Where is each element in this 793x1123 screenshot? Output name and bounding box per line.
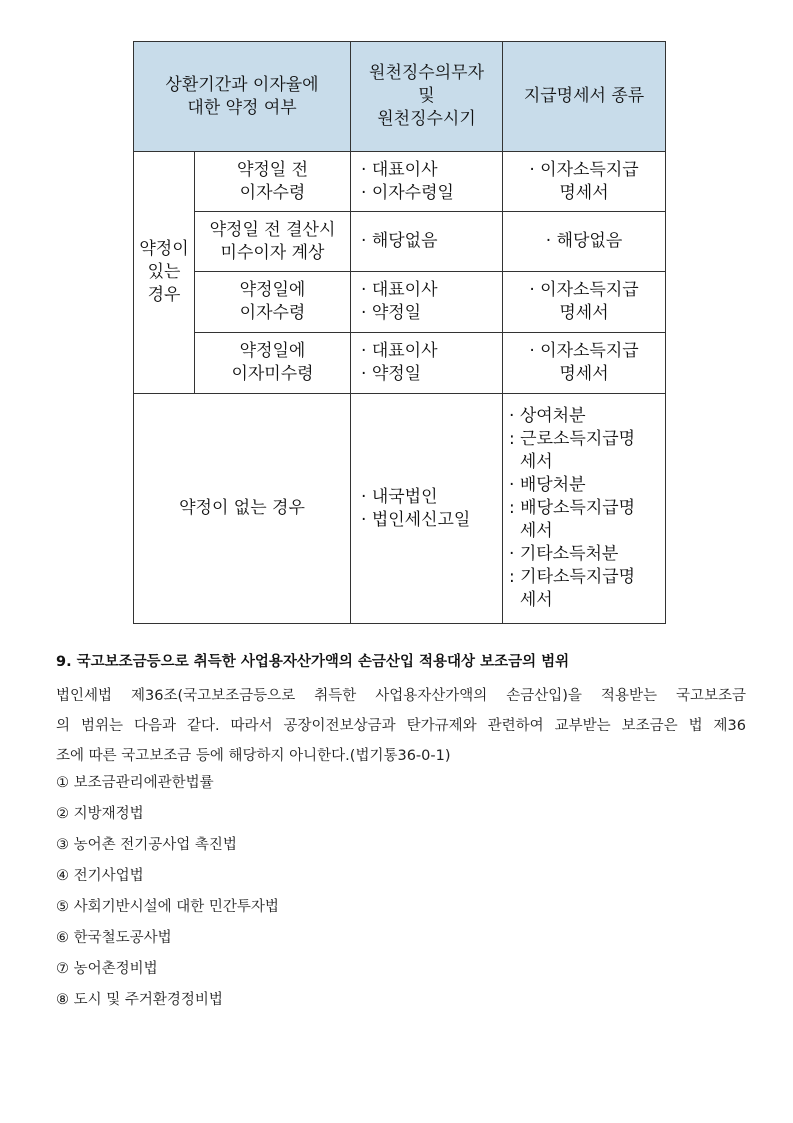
table-row-no-agreement xyxy=(134,394,666,624)
withholding-cell: · 대표이사 · 약정일 xyxy=(351,272,503,333)
paragraph-line: 법인세법 제36조(국고보조금등으로 취득한 사업용자산가액의 손금산입)을 적용받는 국고보조금 xyxy=(56,688,746,704)
section-title: 9. 국고보조금등으로 취득한 사업용자산가액의 손금산입 적용대상 보조금의 범위 xyxy=(56,654,570,670)
list-item: ② 지방재정법 xyxy=(56,806,144,822)
case-cell: 약정일 전 결산시 미수이자 계상 xyxy=(195,212,351,272)
withholding-table xyxy=(133,41,666,624)
paragraph-line: 조에 따른 국고보조금 등에 해당하지 아니한다.(법기통36-0-1) xyxy=(56,748,451,764)
list-item: ⑤ 사회기반시설에 대한 민간투자법 xyxy=(56,899,279,915)
list-item: ④ 전기사업법 xyxy=(56,868,144,884)
case-cell: 약정일 전 이자수령 xyxy=(195,152,351,212)
list-item: ③ 농어촌 전기공사업 촉진법 xyxy=(56,837,237,853)
table-row xyxy=(134,333,666,394)
withholding-cell: · 해당없음 xyxy=(351,212,503,272)
table-row xyxy=(134,272,666,333)
group-label-agreement: 약정이 있는 경우 xyxy=(134,152,195,394)
list-item: ⑧ 도시 및 주거환경정비법 xyxy=(56,992,223,1008)
statement-cell: · 이자소득지급 명세서 xyxy=(503,152,666,212)
list-item: ① 보조금관리에관한법률 xyxy=(56,775,214,791)
header-agreement: 상환기간과 이자율에 대한 약정 여부 xyxy=(134,42,351,152)
no-agreement-label: 약정이 없는 경우 xyxy=(134,394,351,624)
statement-cell: · 이자소득지급 명세서 xyxy=(503,272,666,333)
law-list xyxy=(56,768,746,1016)
table-row xyxy=(134,152,666,212)
section-paragraph xyxy=(56,681,746,771)
case-cell: 약정일에 이자미수령 xyxy=(195,333,351,394)
statement-cell: · 이자소득지급 명세서 xyxy=(503,333,666,394)
statement-cell: · 상여처분 : 근로소득지급명 세서 · 배당처분 : 배당소득지급명 세서 · 기타소득처분 : 기타소득지급명 세서 xyxy=(503,394,666,624)
table-row xyxy=(134,212,666,272)
header-statement-type: 지급명세서 종류 xyxy=(503,42,666,152)
list-item: ⑥ 한국철도공사법 xyxy=(56,930,172,946)
withholding-cell: · 대표이사 · 약정일 xyxy=(351,333,503,394)
case-cell: 약정일에 이자수령 xyxy=(195,272,351,333)
withholding-cell: · 대표이사 · 이자수령일 xyxy=(351,152,503,212)
table-header-row xyxy=(134,42,666,152)
list-item: ⑦ 농어촌정비법 xyxy=(56,961,158,977)
statement-cell: · 해당없음 xyxy=(503,212,666,272)
withholding-cell: · 내국법인 · 법인세신고일 xyxy=(351,394,503,624)
header-withholder: 원천징수의무자 및 원천징수시기 xyxy=(351,42,503,152)
paragraph-line: 의 범위는 다음과 같다. 따라서 공장이전보상금과 탄가규제와 관련하여 교부받는 보조금은 법 제36 xyxy=(56,718,746,734)
